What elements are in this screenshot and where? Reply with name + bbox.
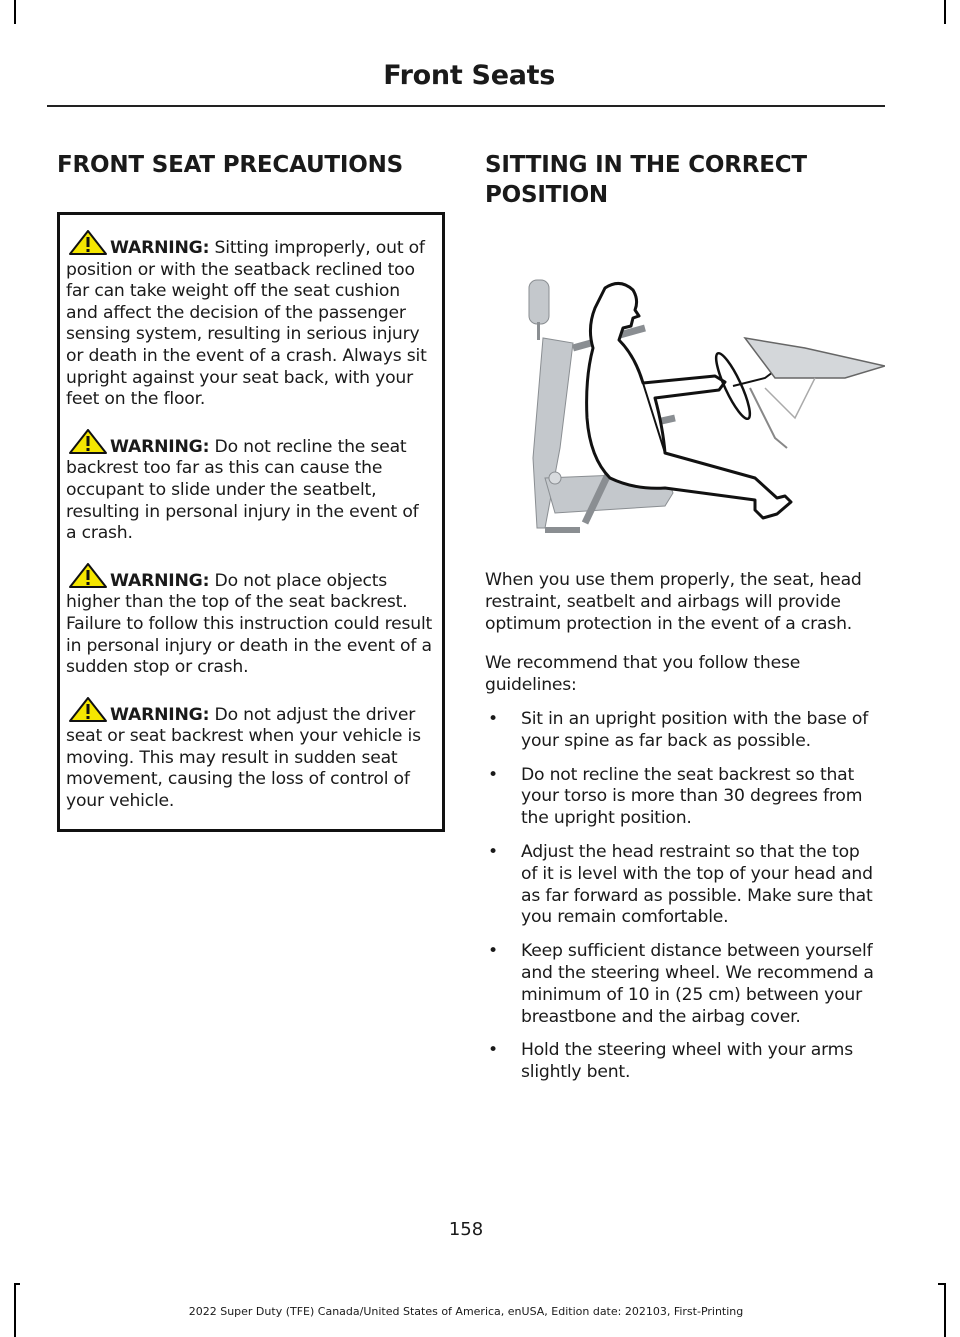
bullet: • <box>488 708 498 729</box>
guidelines-list <box>485 709 881 1084</box>
list-item-text: Adjust the head restraint so that the top of it is level with the top of your head and as far forward as possible. Make sure that you remain comfortable. <box>521 841 873 928</box>
crop-mark-top-right <box>944 0 946 24</box>
warning-label: WARNING: <box>110 570 210 591</box>
list-item-text: Hold the steering wheel with your arms slightly bent. <box>521 1040 853 1083</box>
crop-mark-bottom-left-h <box>14 1283 20 1285</box>
crop-mark-bottom-right <box>944 1283 946 1337</box>
list-item-text: Sit in an upright position with the base of your spine as far back as possible. <box>521 708 869 751</box>
list-item <box>485 709 881 753</box>
warning-item <box>66 230 434 411</box>
heading-line-1: SITTING IN THE CORRECT <box>485 152 807 178</box>
warning-triangle-icon <box>68 429 110 455</box>
warning-item <box>66 697 434 813</box>
warning-item <box>66 429 434 545</box>
crop-mark-bottom-right-h <box>938 1283 944 1285</box>
recommend-paragraph: We recommend that you follow these guidelines: <box>485 653 801 696</box>
left-column <box>57 150 445 832</box>
warning-label: WARNING: <box>110 704 210 725</box>
seated-driver-illustration <box>515 278 885 548</box>
bullet: • <box>488 841 498 862</box>
warning-text: Sitting improperly, out of position or with the seatback reclined too far can take weight off the seat cushion and affect the decision of the passenger sensing system, resulting in serious injury or death in the event of a crash. Always sit upright against your seat back, with your feet on the floor. <box>66 238 427 410</box>
section-heading-precautions: FRONT SEAT PRECAUTIONS <box>57 152 404 178</box>
intro-paragraph: When you use them properly, the seat, head restraint, seatbelt and airbags will provide optimum protection in the event of a crash. <box>485 570 862 634</box>
list-item <box>485 941 881 1028</box>
warning-triangle-icon <box>68 563 110 589</box>
list-item <box>485 842 881 929</box>
crop-mark-top-left <box>14 0 16 24</box>
warning-triangle-icon <box>68 697 110 723</box>
warning-item <box>66 563 434 679</box>
warning-label: WARNING: <box>110 436 210 457</box>
page-header-title: Front Seats <box>383 60 555 91</box>
page-number: 158 <box>448 1219 484 1240</box>
list-item <box>485 1040 881 1084</box>
warning-box <box>57 212 445 832</box>
bullet: • <box>488 1040 498 1061</box>
warning-text: Do not recline the seat backrest too far as this can cause the occupant to slide under the seatbelt, resulting in personal injury in the event of a crash. <box>66 436 419 544</box>
warning-triangle-icon <box>68 230 110 256</box>
bullet: • <box>488 764 498 785</box>
heading-line-2: POSITION <box>485 182 608 208</box>
header-rule <box>47 105 885 107</box>
warning-text: Do not place objects higher than the top of the seat backrest. Failure to follow this instruction could result in personal injury or death in the event of a sudden stop or crash. <box>66 570 433 678</box>
right-column <box>485 150 881 1096</box>
section-heading-correct-position <box>485 150 881 210</box>
list-item <box>485 765 881 830</box>
list-item-text: Do not recline the seat backrest so that your torso is more than 30 degrees from the upright position. <box>521 764 863 829</box>
list-item-text: Keep sufficient distance between yourself and the steering wheel. We recommend a minimum of 10 in (25 cm) between your breastbone and the airbag cover. <box>521 941 874 1027</box>
warning-text: Do not adjust the driver seat or seat backrest when your vehicle is moving. This may result in sudden seat movement, causing the loss of control of your vehicle. <box>66 704 421 812</box>
warning-label: WARNING: <box>110 238 210 258</box>
bullet: • <box>488 941 498 962</box>
edition-footer: 2022 Super Duty (TFE) Canada/United States of America, enUSA, Edition date: 202103, First-Printing <box>188 1305 744 1318</box>
